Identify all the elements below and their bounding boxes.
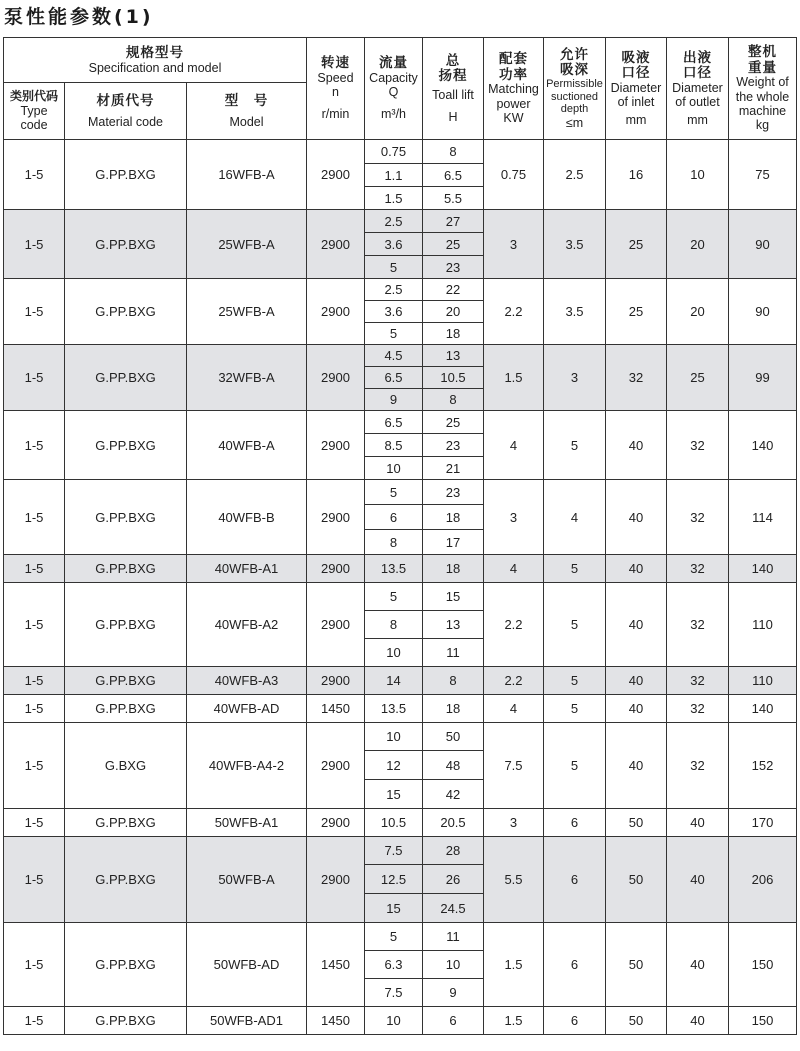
type-code-cell: 1-5 xyxy=(4,723,65,809)
power-zh-label-2: 功率 xyxy=(499,66,528,82)
weight-cell: 90 xyxy=(729,210,797,279)
lift-cell: 20 xyxy=(423,301,484,323)
inlet-cell: 40 xyxy=(606,411,667,480)
spec-zh-label: 规格型号 xyxy=(126,45,184,61)
capacity-cell: 6 xyxy=(365,505,423,530)
lift-cell: 8 xyxy=(423,667,484,695)
power-cell: 3 xyxy=(484,809,544,837)
speed-zh-label: 转速 xyxy=(321,55,350,71)
weight-cell: 90 xyxy=(729,279,797,345)
inlet-header xyxy=(606,38,667,140)
speed-cell: 1450 xyxy=(307,695,365,723)
inlet-cell: 50 xyxy=(606,923,667,1007)
type-code-cell: 1-5 xyxy=(4,140,65,210)
type-code-cell: 1-5 xyxy=(4,480,65,555)
lift-cell: 13 xyxy=(423,611,484,639)
table-row xyxy=(4,140,797,164)
depth-cell: 2.5 xyxy=(544,140,606,210)
weight-cell: 140 xyxy=(729,555,797,583)
material-code-cell: G.PP.BXG xyxy=(65,411,187,480)
table-row xyxy=(4,583,797,611)
lift-cell: 6.5 xyxy=(423,164,484,187)
capacity-cell: 0.75 xyxy=(365,140,423,164)
table-body xyxy=(4,140,797,1035)
type-code-cell: 1-5 xyxy=(4,210,65,279)
capacity-cell: 6.5 xyxy=(365,411,423,434)
speed-cell: 2900 xyxy=(307,555,365,583)
speed-cell: 2900 xyxy=(307,279,365,345)
inlet-zh-label-2: 口径 xyxy=(621,65,651,81)
lift-cell: 25 xyxy=(423,233,484,256)
outlet-cell: 32 xyxy=(667,695,729,723)
inlet-en-label-2: of inlet xyxy=(617,95,655,110)
weight-cell: 110 xyxy=(729,667,797,695)
table-row xyxy=(4,695,797,723)
material-code-cell: G.PP.BXG xyxy=(65,140,187,210)
outlet-en-label-2: of outlet xyxy=(675,95,720,110)
lift-en-label: Toall lift xyxy=(432,87,474,102)
type-code-cell: 1-5 xyxy=(4,345,65,411)
model-cell: 25WFB-A xyxy=(187,210,307,279)
table-row xyxy=(4,345,797,367)
table-row xyxy=(4,411,797,434)
lift-cell: 10 xyxy=(423,951,484,979)
capacity-cell: 8.5 xyxy=(365,434,423,457)
table-row xyxy=(4,667,797,695)
lift-cell: 25 xyxy=(423,411,484,434)
lift-cell: 13 xyxy=(423,345,484,367)
type-code-header xyxy=(4,83,65,140)
lift-cell: 26 xyxy=(423,865,484,894)
lift-cell: 42 xyxy=(423,780,484,809)
weight-en-label-3: machine xyxy=(738,104,787,119)
speed-symbol: n xyxy=(332,85,339,100)
model-cell: 40WFB-A3 xyxy=(187,667,307,695)
capacity-cell: 10.5 xyxy=(365,809,423,837)
material-code-cell: G.PP.BXG xyxy=(65,923,187,1007)
table-row xyxy=(4,723,797,751)
power-cell: 2.2 xyxy=(484,667,544,695)
weight-cell: 140 xyxy=(729,695,797,723)
lift-cell: 18 xyxy=(423,695,484,723)
lift-cell: 18 xyxy=(423,505,484,530)
page-title: 泵性能参数(1) xyxy=(4,6,154,28)
weight-cell: 150 xyxy=(729,1007,797,1035)
inlet-cell: 40 xyxy=(606,667,667,695)
material-code-cell: G.PP.BXG xyxy=(65,1007,187,1035)
outlet-cell: 20 xyxy=(667,210,729,279)
speed-cell: 2900 xyxy=(307,140,365,210)
depth-cell: 5 xyxy=(544,695,606,723)
capacity-cell: 6.3 xyxy=(365,951,423,979)
spec-en-label: Specification and model xyxy=(88,60,222,75)
speed-cell: 2900 xyxy=(307,345,365,411)
spec-model-header xyxy=(4,38,307,83)
type-code-cell: 1-5 xyxy=(4,411,65,480)
model-header xyxy=(187,83,307,140)
inlet-cell: 32 xyxy=(606,345,667,411)
depth-zh-label-2: 吸深 xyxy=(560,62,589,78)
pump-performance-table xyxy=(3,37,797,1035)
type-code-cell: 1-5 xyxy=(4,583,65,667)
model-cell: 32WFB-A xyxy=(187,345,307,411)
speed-cell: 2900 xyxy=(307,667,365,695)
capacity-cell: 5 xyxy=(365,256,423,279)
power-cell: 4 xyxy=(484,411,544,480)
inlet-cell: 40 xyxy=(606,555,667,583)
type-code-cell: 1-5 xyxy=(4,923,65,1007)
inlet-cell: 25 xyxy=(606,210,667,279)
material-en-label: Material code xyxy=(87,114,164,129)
capacity-cell: 9 xyxy=(365,389,423,411)
depth-unit: ≤m xyxy=(565,115,584,130)
type-zh-label: 类别代码 xyxy=(9,88,58,103)
power-en-label: Matching xyxy=(488,82,539,97)
power-header xyxy=(484,38,544,140)
lift-header xyxy=(423,38,484,140)
lift-cell: 9 xyxy=(423,979,484,1007)
capacity-cell: 7.5 xyxy=(365,837,423,865)
capacity-cell: 12.5 xyxy=(365,865,423,894)
power-cell: 1.5 xyxy=(484,1007,544,1035)
capacity-cell: 8 xyxy=(365,611,423,639)
depth-cell: 6 xyxy=(544,1007,606,1035)
material-code-header xyxy=(65,83,187,140)
weight-cell: 114 xyxy=(729,480,797,555)
weight-cell: 110 xyxy=(729,583,797,667)
depth-cell: 6 xyxy=(544,923,606,1007)
material-code-cell: G.PP.BXG xyxy=(65,480,187,555)
depth-cell: 6 xyxy=(544,809,606,837)
speed-cell: 2900 xyxy=(307,837,365,923)
lift-cell: 48 xyxy=(423,751,484,780)
depth-cell: 4 xyxy=(544,480,606,555)
lift-cell: 18 xyxy=(423,555,484,583)
outlet-cell: 32 xyxy=(667,480,729,555)
lift-cell: 5.5 xyxy=(423,187,484,210)
inlet-zh-label: 吸液 xyxy=(621,49,651,65)
outlet-zh-label-2: 口径 xyxy=(683,65,712,81)
lift-cell: 18 xyxy=(423,323,484,345)
lift-cell: 8 xyxy=(423,140,484,164)
model-cell: 50WFB-A1 xyxy=(187,809,307,837)
type-code-cell: 1-5 xyxy=(4,809,65,837)
outlet-cell: 32 xyxy=(667,583,729,667)
lift-cell: 10.5 xyxy=(423,367,484,389)
table-row xyxy=(4,480,797,505)
speed-en-label: Speed xyxy=(317,70,354,85)
table-row xyxy=(4,555,797,583)
material-zh-label: 材质代号 xyxy=(96,93,155,109)
model-cell: 40WFB-AD xyxy=(187,695,307,723)
inlet-en-label: Diameter xyxy=(610,80,662,95)
lift-symbol: H xyxy=(448,110,458,125)
capacity-symbol: Q xyxy=(388,85,399,100)
power-cell: 4 xyxy=(484,695,544,723)
lift-cell: 17 xyxy=(423,530,484,555)
outlet-cell: 32 xyxy=(667,723,729,809)
depth-cell: 5 xyxy=(544,555,606,583)
outlet-zh-label: 出液 xyxy=(683,49,712,65)
speed-cell: 2900 xyxy=(307,723,365,809)
lift-cell: 28 xyxy=(423,837,484,865)
weight-cell: 206 xyxy=(729,837,797,923)
model-en-label: Model xyxy=(229,114,264,129)
speed-cell: 1450 xyxy=(307,1007,365,1035)
capacity-cell: 10 xyxy=(365,639,423,667)
inlet-cell: 40 xyxy=(606,695,667,723)
capacity-cell: 15 xyxy=(365,780,423,809)
lift-cell: 8 xyxy=(423,389,484,411)
depth-zh-label: 允许 xyxy=(560,46,589,62)
model-cell: 40WFB-B xyxy=(187,480,307,555)
capacity-cell: 1.1 xyxy=(365,164,423,187)
speed-unit: r/min xyxy=(321,107,350,122)
lift-cell: 24.5 xyxy=(423,894,484,923)
outlet-cell: 32 xyxy=(667,555,729,583)
model-cell: 25WFB-A xyxy=(187,279,307,345)
capacity-cell: 3.6 xyxy=(365,301,423,323)
inlet-cell: 40 xyxy=(606,480,667,555)
power-cell: 1.5 xyxy=(484,345,544,411)
weight-cell: 99 xyxy=(729,345,797,411)
lift-cell: 22 xyxy=(423,279,484,301)
lift-cell: 11 xyxy=(423,639,484,667)
weight-cell: 75 xyxy=(729,140,797,210)
table-row xyxy=(4,809,797,837)
capacity-cell: 10 xyxy=(365,1007,423,1035)
model-cell: 40WFB-A1 xyxy=(187,555,307,583)
weight-en-label: Weight of xyxy=(736,75,789,90)
depth-cell: 3.5 xyxy=(544,210,606,279)
inlet-cell: 50 xyxy=(606,837,667,923)
outlet-cell: 10 xyxy=(667,140,729,210)
capacity-cell: 14 xyxy=(365,667,423,695)
capacity-cell: 13.5 xyxy=(365,555,423,583)
inlet-cell: 25 xyxy=(606,279,667,345)
weight-cell: 152 xyxy=(729,723,797,809)
capacity-cell: 10 xyxy=(365,457,423,480)
material-code-cell: G.BXG xyxy=(65,723,187,809)
type-code-cell: 1-5 xyxy=(4,695,65,723)
capacity-cell: 3.6 xyxy=(365,233,423,256)
table-row xyxy=(4,923,797,951)
model-cell: 40WFB-A xyxy=(187,411,307,480)
material-code-cell: G.PP.BXG xyxy=(65,837,187,923)
model-zh-label: 型 号 xyxy=(224,93,269,109)
depth-en-label-2: suctioned xyxy=(550,90,599,103)
capacity-cell: 15 xyxy=(365,894,423,923)
type-en-label-2: code xyxy=(20,117,48,132)
inlet-cell: 50 xyxy=(606,809,667,837)
material-code-cell: G.PP.BXG xyxy=(65,667,187,695)
depth-cell: 6 xyxy=(544,837,606,923)
outlet-en-label: Diameter xyxy=(672,80,723,95)
capacity-cell: 10 xyxy=(365,723,423,751)
weight-zh-label-2: 重量 xyxy=(748,59,777,75)
table-row xyxy=(4,210,797,233)
material-code-cell: G.PP.BXG xyxy=(65,695,187,723)
outlet-cell: 25 xyxy=(667,345,729,411)
depth-en-label-3: depth xyxy=(560,103,589,116)
power-cell: 3 xyxy=(484,480,544,555)
inlet-cell: 40 xyxy=(606,583,667,667)
table-row xyxy=(4,1007,797,1035)
weight-en-label-2: the whole xyxy=(735,89,790,104)
capacity-cell: 5 xyxy=(365,583,423,611)
speed-cell: 2900 xyxy=(307,809,365,837)
capacity-en-label: Capacity xyxy=(369,70,418,85)
lift-cell: 11 xyxy=(423,923,484,951)
power-cell: 0.75 xyxy=(484,140,544,210)
model-cell: 40WFB-A2 xyxy=(187,583,307,667)
speed-cell: 2900 xyxy=(307,411,365,480)
lift-cell: 21 xyxy=(423,457,484,480)
capacity-header xyxy=(365,38,423,140)
power-cell: 5.5 xyxy=(484,837,544,923)
capacity-zh-label: 流量 xyxy=(379,55,408,71)
depth-cell: 5 xyxy=(544,583,606,667)
power-en-label-2: power xyxy=(496,96,531,111)
capacity-cell: 6.5 xyxy=(365,367,423,389)
material-code-cell: G.PP.BXG xyxy=(65,210,187,279)
capacity-cell: 1.5 xyxy=(365,187,423,210)
material-code-cell: G.PP.BXG xyxy=(65,583,187,667)
depth-header xyxy=(544,38,606,140)
speed-cell: 2900 xyxy=(307,480,365,555)
outlet-cell: 40 xyxy=(667,837,729,923)
power-cell: 2.2 xyxy=(484,279,544,345)
lift-cell: 6 xyxy=(423,1007,484,1035)
depth-cell: 5 xyxy=(544,723,606,809)
depth-cell: 5 xyxy=(544,667,606,695)
inlet-cell: 40 xyxy=(606,723,667,809)
outlet-cell: 40 xyxy=(667,923,729,1007)
capacity-cell: 13.5 xyxy=(365,695,423,723)
lift-cell: 50 xyxy=(423,723,484,751)
model-cell: 40WFB-A4-2 xyxy=(187,723,307,809)
weight-header xyxy=(729,38,797,140)
outlet-cell: 20 xyxy=(667,279,729,345)
capacity-cell: 7.5 xyxy=(365,979,423,1007)
lift-cell: 23 xyxy=(423,256,484,279)
inlet-cell: 16 xyxy=(606,140,667,210)
weight-cell: 150 xyxy=(729,923,797,1007)
speed-cell: 1450 xyxy=(307,923,365,1007)
weight-cell: 170 xyxy=(729,809,797,837)
capacity-cell: 4.5 xyxy=(365,345,423,367)
inlet-unit: mm xyxy=(625,112,647,127)
material-code-cell: G.PP.BXG xyxy=(65,555,187,583)
capacity-cell: 12 xyxy=(365,751,423,780)
model-cell: 16WFB-A xyxy=(187,140,307,210)
lift-zh-label: 总 xyxy=(445,52,461,68)
outlet-cell: 32 xyxy=(667,667,729,695)
outlet-cell: 40 xyxy=(667,809,729,837)
table-row xyxy=(4,279,797,301)
material-code-cell: G.PP.BXG xyxy=(65,345,187,411)
speed-header xyxy=(307,38,365,140)
power-cell: 1.5 xyxy=(484,923,544,1007)
lift-cell: 15 xyxy=(423,583,484,611)
capacity-unit: m³/h xyxy=(381,107,406,122)
type-code-cell: 1-5 xyxy=(4,279,65,345)
outlet-cell: 40 xyxy=(667,1007,729,1035)
lift-cell: 23 xyxy=(423,434,484,457)
depth-cell: 5 xyxy=(544,411,606,480)
weight-cell: 140 xyxy=(729,411,797,480)
depth-en-label: Permissible xyxy=(546,77,603,90)
speed-cell: 2900 xyxy=(307,210,365,279)
inlet-cell: 50 xyxy=(606,1007,667,1035)
weight-unit: kg xyxy=(755,118,770,133)
speed-cell: 2900 xyxy=(307,583,365,667)
lift-cell: 20.5 xyxy=(423,809,484,837)
table-row xyxy=(4,837,797,865)
capacity-cell: 5 xyxy=(365,923,423,951)
material-code-cell: G.PP.BXG xyxy=(65,809,187,837)
lift-zh-label-2: 扬程 xyxy=(438,68,468,84)
outlet-cell: 32 xyxy=(667,411,729,480)
type-en-label: Type xyxy=(20,103,48,118)
weight-zh-label: 整机 xyxy=(748,44,777,60)
depth-cell: 3.5 xyxy=(544,279,606,345)
lift-cell: 27 xyxy=(423,210,484,233)
model-cell: 50WFB-A xyxy=(187,837,307,923)
capacity-cell: 5 xyxy=(365,480,423,505)
outlet-header xyxy=(667,38,729,140)
type-code-cell: 1-5 xyxy=(4,1007,65,1035)
power-cell: 7.5 xyxy=(484,723,544,809)
power-cell: 2.2 xyxy=(484,583,544,667)
model-cell: 50WFB-AD1 xyxy=(187,1007,307,1035)
type-code-cell: 1-5 xyxy=(4,667,65,695)
capacity-cell: 2.5 xyxy=(365,210,423,233)
type-code-cell: 1-5 xyxy=(4,555,65,583)
capacity-cell: 2.5 xyxy=(365,279,423,301)
outlet-unit: mm xyxy=(687,112,708,127)
capacity-cell: 5 xyxy=(365,323,423,345)
material-code-cell: G.PP.BXG xyxy=(65,279,187,345)
type-code-cell: 1-5 xyxy=(4,837,65,923)
power-cell: 3 xyxy=(484,210,544,279)
capacity-cell: 8 xyxy=(365,530,423,555)
power-zh-label: 配套 xyxy=(499,51,528,67)
power-cell: 4 xyxy=(484,555,544,583)
model-cell: 50WFB-AD xyxy=(187,923,307,1007)
power-unit: KW xyxy=(503,111,524,126)
depth-cell: 3 xyxy=(544,345,606,411)
lift-cell: 23 xyxy=(423,480,484,505)
